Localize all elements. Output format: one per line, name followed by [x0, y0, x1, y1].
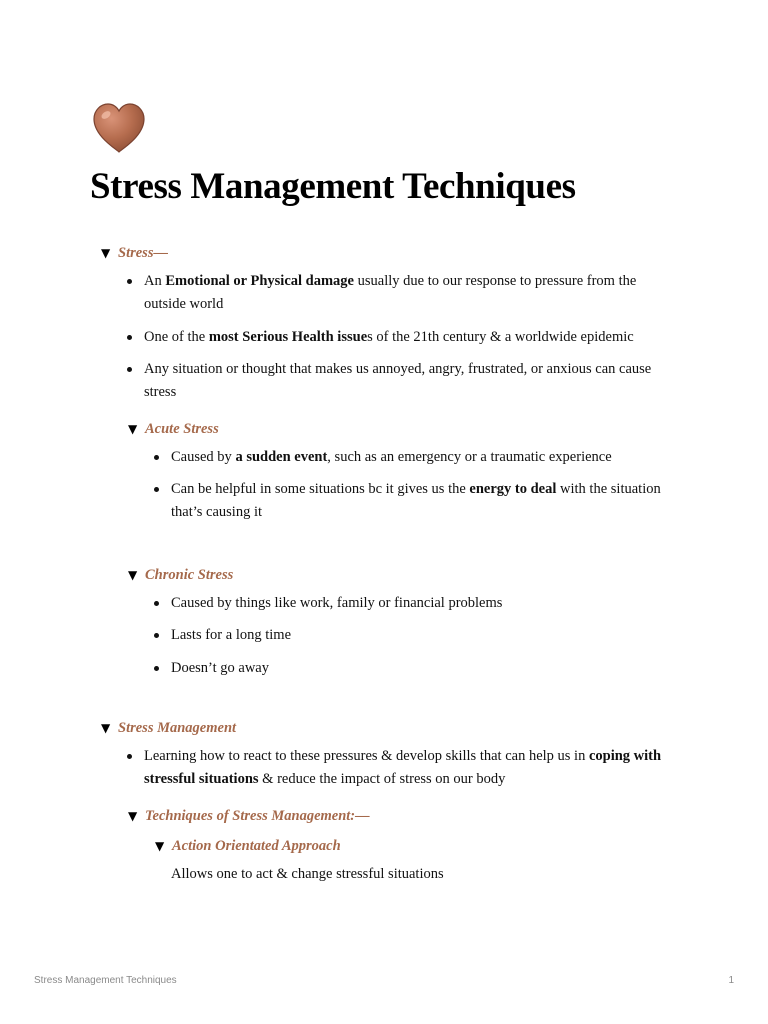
toggle-heading-action-orientated-approach: Action Orientated Approach: [172, 837, 341, 854]
list-item: Learning how to react to these pressures & develop skills that can help us in coping with stressful situations & reduce the impact of stress on our body: [127, 745, 680, 791]
triangle-down-icon[interactable]: ▼: [128, 421, 138, 436]
acute-stress-bullet-list: [154, 446, 680, 525]
page-title: Stress Management Techniques: [90, 166, 576, 207]
stress-bullet-list: [127, 270, 680, 404]
toggle-heading-acute-stress: Acute Stress: [145, 420, 219, 437]
spacer: [90, 689, 680, 713]
action-approach-text: Allows one to act & change stressful situations: [171, 865, 444, 882]
list-item: An Emotional or Physical damage usually due to our response to pressure from the outside world: [127, 270, 680, 316]
triangle-down-icon[interactable]: ▼: [155, 838, 165, 853]
toggle-stress-management[interactable]: [101, 713, 680, 743]
chronic-stress-bullet-list: [154, 592, 680, 680]
page-number: 1: [728, 975, 734, 986]
list-item: One of the most Serious Health issues of the 21th century & a worldwide epidemic: [127, 326, 680, 349]
toggle-heading-stress-management: Stress Management: [118, 720, 237, 736]
heart-icon[interactable]: [90, 100, 148, 158]
toggle-heading-chronic-stress: Chronic Stress: [145, 566, 234, 583]
triangle-down-icon[interactable]: ▼: [101, 246, 111, 260]
list-item: Can be helpful in some situations bc it gives us the energy to deal with the situation that’s causing it: [154, 478, 680, 524]
toggle-action-orientated-approach[interactable]: [155, 831, 680, 861]
triangle-down-icon[interactable]: ▼: [128, 808, 138, 823]
toggle-techniques[interactable]: [128, 801, 680, 831]
toggle-heading-stress: Stress—: [118, 245, 168, 261]
page-content: [90, 238, 680, 886]
list-item: Doesn’t go away: [154, 657, 680, 680]
list-item: Any situation or thought that makes us annoyed, angry, frustrated, or anxious can cause stress: [127, 358, 680, 404]
footer-title: Stress Management Techniques: [34, 975, 177, 986]
toggle-stress[interactable]: [101, 238, 680, 268]
list-item: Caused by a sudden event, such as an emergency or a traumatic experience: [154, 446, 680, 469]
triangle-down-icon[interactable]: ▼: [101, 721, 111, 735]
stress-management-bullet-list: [127, 745, 680, 791]
list-item: Lasts for a long time: [154, 624, 680, 647]
spacer: [90, 534, 680, 560]
page-footer: [34, 975, 734, 986]
toggle-heading-techniques: Techniques of Stress Management:—: [145, 807, 370, 824]
toggle-acute-stress[interactable]: [128, 414, 680, 444]
triangle-down-icon[interactable]: ▼: [128, 567, 138, 582]
toggle-chronic-stress[interactable]: [128, 560, 680, 590]
list-item: Caused by things like work, family or financial problems: [154, 592, 680, 615]
